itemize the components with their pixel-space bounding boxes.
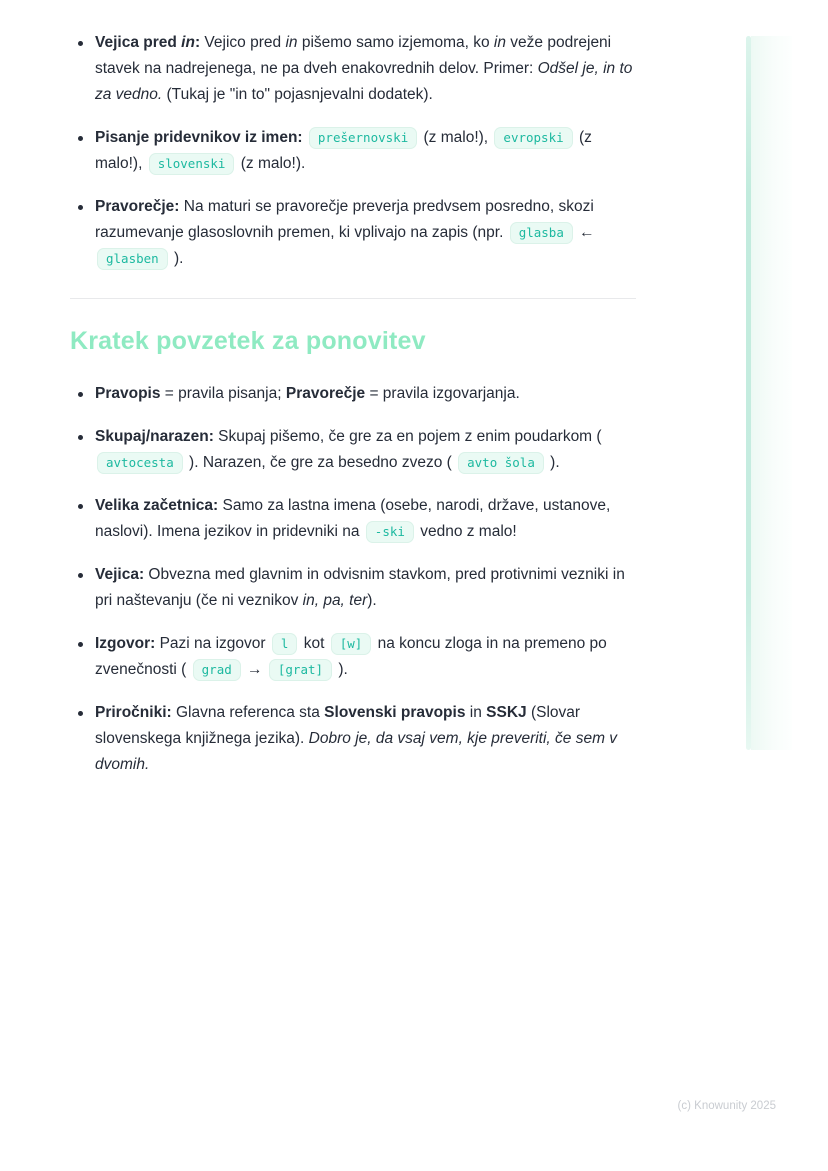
notes-list-top	[70, 30, 636, 272]
list-item	[70, 125, 636, 177]
code-chip: glasba	[510, 222, 573, 244]
code-chip: l	[272, 633, 298, 655]
text-run: Dobro je, da vsaj vem, kje preveriti, če sem v dvomih.	[95, 730, 618, 773]
section-heading: Kratek povzetek za ponovitev	[70, 327, 426, 355]
list-item	[70, 381, 636, 407]
text-run: Odšel je, in to za vedno.	[95, 60, 633, 103]
text-run: veže podrejeni stavek na nadrejenega, ne pa dveh enakovrednih delov. Primer:	[95, 34, 612, 77]
text-run: (Slovar slovenskega knjižnega jezika).	[95, 704, 581, 747]
summary-list	[70, 381, 636, 778]
text-run: Vejico pred	[200, 34, 286, 51]
side-gradient-bar	[746, 36, 792, 750]
text-run: Pravorečje:	[95, 198, 180, 215]
code-chip: [grat]	[269, 659, 332, 681]
code-chip: glasben	[97, 248, 168, 270]
text-run: Velika začetnica:	[95, 497, 219, 514]
text-run: na koncu zloga in na premeno po zvenečnosti (	[95, 635, 607, 678]
list-item	[70, 30, 636, 108]
text-run: Skupaj/narazen:	[95, 428, 214, 445]
text-run: SSKJ	[486, 704, 527, 721]
text-run: in	[181, 34, 195, 51]
code-chip: avto šola	[458, 452, 544, 474]
list-item	[70, 493, 636, 545]
text-run: Obvezna med glavnim in odvisnim stavkom, pred protivnimi vezniki in pri naštevanju (če ni veznikov	[95, 566, 625, 609]
text-run: Izgovor:	[95, 635, 156, 652]
text-run: :	[194, 34, 201, 51]
text-run: Pisanje pridevnikov iz imen:	[95, 129, 303, 146]
text-run: ).	[334, 661, 348, 678]
text-run: in	[285, 34, 298, 51]
text-run: Vejica:	[95, 566, 145, 583]
code-chip: evropski	[494, 127, 572, 149]
code-chip: -ski	[366, 521, 414, 543]
text-run: kot	[299, 635, 329, 652]
text-run	[303, 129, 307, 146]
text-run: (z malo!),	[95, 129, 592, 172]
text-run: = pravila izgovarjanja.	[365, 385, 520, 402]
list-item	[70, 194, 636, 272]
text-run: Vejica pred	[95, 34, 182, 51]
text-run: (Tukaj je "in to" pojasnjevalni dodatek).	[162, 86, 433, 103]
code-chip: slovenski	[149, 153, 235, 175]
text-run: ).	[545, 454, 560, 471]
text-run: Pravorečje	[285, 385, 366, 402]
text-run: ).	[169, 250, 184, 267]
code-chip: avtocesta	[97, 452, 183, 474]
text-run: Glavna referenca sta	[171, 704, 325, 721]
text-run: in	[465, 704, 487, 721]
text-run: in	[493, 34, 506, 51]
text-run: Priročniki:	[95, 704, 172, 721]
code-chip: prešernovski	[309, 127, 417, 149]
text-run: Skupaj pišemo, če gre za en pojem z enim poudarkom (	[213, 428, 602, 445]
text-run: (z malo!),	[419, 129, 493, 146]
text-run: Pravopis	[95, 385, 161, 402]
text-run: vedno z malo!	[415, 523, 517, 540]
text-run: Samo za lastna imena (osebe, narodi, države, ustanove, naslovi). Imena jezikov in pridevniki na	[95, 497, 611, 540]
code-chip: [w]	[331, 633, 372, 655]
text-run: ). Narazen, če gre za besedno zvezo (	[184, 454, 457, 471]
section-divider	[70, 298, 636, 299]
list-item	[70, 700, 636, 778]
content-area	[70, 30, 636, 795]
text-run: in, pa, ter	[302, 592, 368, 609]
footer-copyright: (c) Knowunity 2025	[677, 1100, 776, 1112]
text-run: Slovenski pravopis	[324, 704, 466, 721]
text-run: Na maturi se pravorečje preverja predvsem posredno, skozi razumevanje glasoslovnih premen, ki vplivajo na zapis (npr.	[95, 198, 594, 241]
list-item	[70, 631, 636, 683]
side-gradient-fill	[751, 36, 792, 750]
text-run: = pravila pisanja;	[160, 385, 286, 402]
text-run: Pazi na izgovor	[155, 635, 270, 652]
text-run: ).	[367, 592, 377, 609]
list-item	[70, 424, 636, 476]
text-run: →	[242, 661, 267, 678]
text-run: (z malo!).	[236, 155, 306, 172]
code-chip: grad	[193, 659, 241, 681]
text-run: ←	[574, 224, 595, 241]
text-run: pišemo samo izjemoma, ko	[297, 34, 494, 51]
list-item	[70, 562, 636, 614]
